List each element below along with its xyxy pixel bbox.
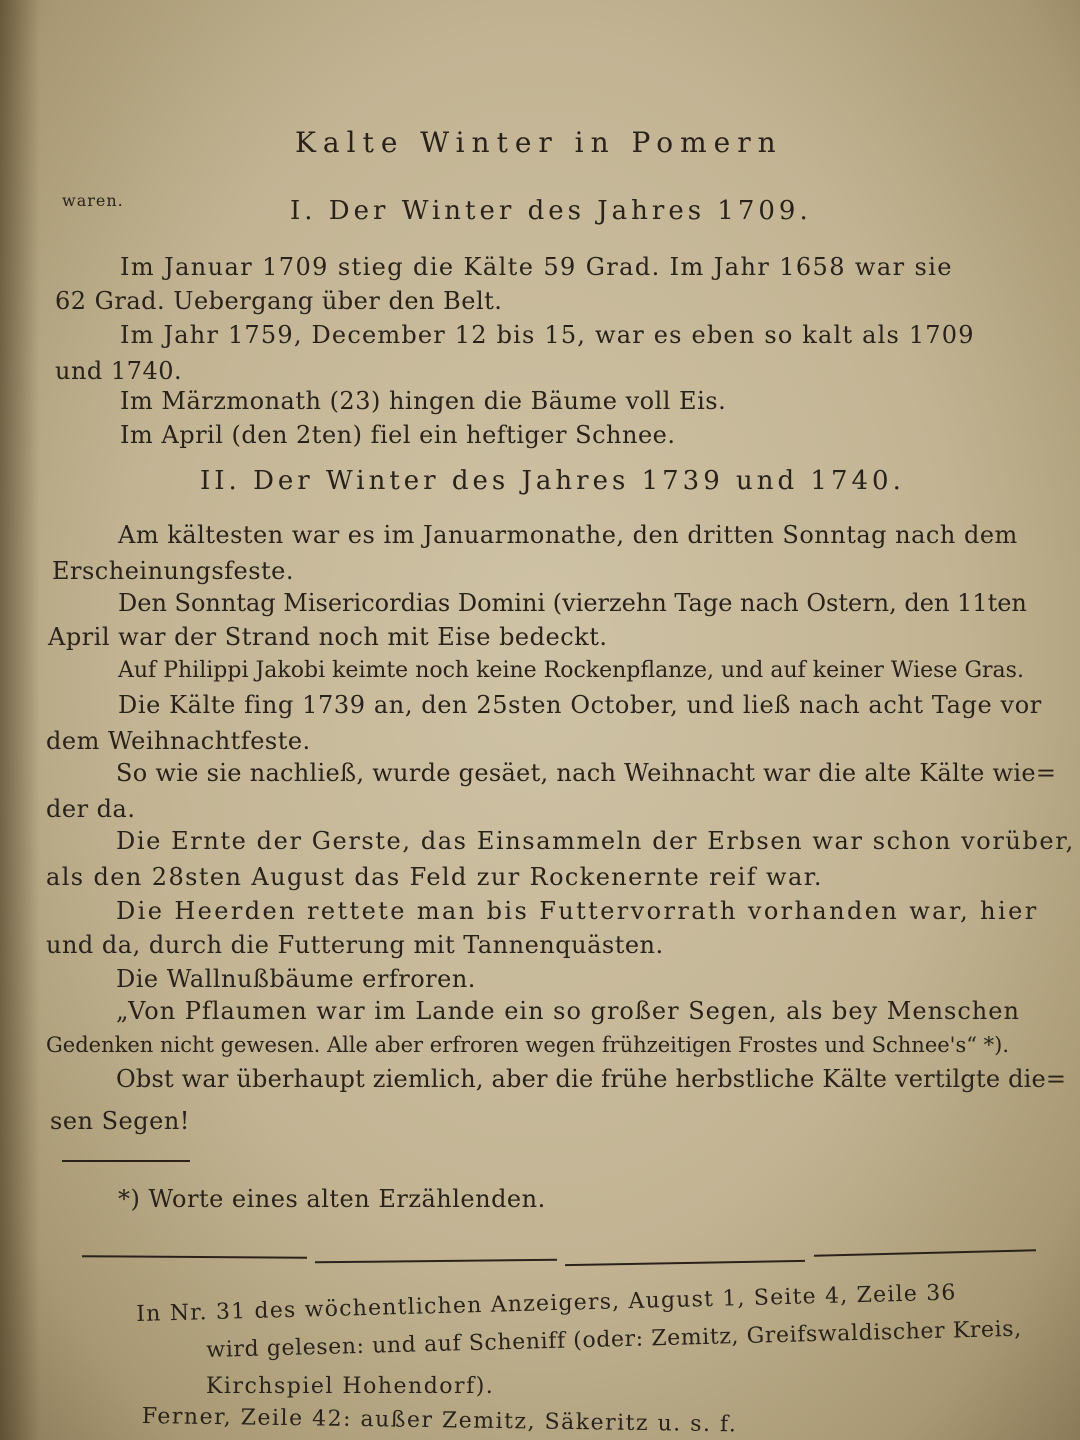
section-2-heading: II. Der Winter des Jahres 1739 und 1740.	[200, 466, 905, 496]
section-2-line-12: Die Heerden rettete man bis Futtervorrath vorhanden war, hier	[116, 897, 1039, 925]
section-2-line-11: als den 28sten August das Feld zur Rockenernte reif war.	[46, 863, 823, 891]
section-2-line-2: Erscheinungsfeste.	[52, 557, 295, 585]
section-1-heading: I. Der Winter des Jahres 1709.	[290, 196, 812, 226]
separator-dash-3	[565, 1260, 805, 1266]
erratum-line-1: In Nr. 31 des wöchentlichen Anzeigers, August 1, Seite 4, Zeile 36	[136, 1280, 957, 1327]
section-2-line-14: Die Wallnußbäume erfroren.	[116, 965, 476, 993]
title-continuation: waren.	[62, 191, 124, 210]
page-title: Kalte Winter in Pomern	[295, 126, 783, 159]
erratum-line-3: Kirchspiel Hohendorf).	[206, 1374, 495, 1399]
separator-dash-1	[82, 1255, 307, 1259]
section-1-line-2: 62 Grad. Uebergang über den Belt.	[55, 287, 503, 315]
section-2-line-4: April war der Strand noch mit Eise bedeckt.	[48, 623, 608, 651]
section-2-line-17: Obst war überhaupt ziemlich, aber die frühe herbstliche Kälte vertilgte die=	[116, 1065, 1067, 1093]
section-2-line-15: „Von Pflaumen war im Lande ein so großer Segen, als bey Menschen	[116, 997, 1020, 1025]
section-2-line-9: der da.	[46, 795, 136, 823]
separator-dash-4	[814, 1249, 1036, 1256]
section-2-line-1: Am kältesten war es im Januarmonathe, den dritten Sonntag nach dem	[118, 521, 1018, 549]
section-2-line-18: sen Segen!	[50, 1107, 190, 1135]
footnote: *) Worte eines alten Erzählenden.	[118, 1185, 546, 1213]
footnote-rule	[62, 1160, 190, 1162]
section-2-line-10: Die Ernte der Gerste, das Einsammeln der Erbsen war schon vorüber,	[116, 827, 1075, 855]
separator-dash-2	[315, 1259, 557, 1264]
section-2-line-13: und da, durch die Futterung mit Tannenquästen.	[46, 931, 664, 959]
section-1-line-4: und 1740.	[55, 357, 183, 385]
page-edge-shadow	[0, 0, 40, 1440]
section-1-line-5: Im Märzmonath (23) hingen die Bäume voll Eis.	[120, 387, 727, 415]
section-2-line-5: Auf Philippi Jakobi keimte noch keine Rockenpflanze, und auf keiner Wiese Gras.	[118, 658, 1024, 683]
section-1-line-6: Im April (den 2ten) fiel ein heftiger Schnee.	[120, 421, 676, 449]
erratum-line-2: wird gelesen: und auf Scheniff (oder: Zemitz, Greifswaldischer Kreis,	[206, 1316, 1022, 1363]
section-2-line-7: dem Weihnachtfeste.	[46, 727, 311, 755]
section-2-line-6: Die Kälte fing 1739 an, den 25sten October, und ließ nach acht Tage vor	[118, 691, 1042, 719]
section-2-line-16: Gedenken nicht gewesen. Alle aber erfroren wegen frühzeitigen Frostes und Schnee's“ *).	[46, 1033, 1010, 1057]
section-2-line-3: Den Sonntag Misericordias Domini (vierzehn Tage nach Ostern, den 11ten	[118, 589, 1027, 617]
section-2-line-8: So wie sie nachließ, wurde gesäet, nach Weihnacht war die alte Kälte wie=	[116, 759, 1057, 787]
section-1-line-1: Im Januar 1709 stieg die Kälte 59 Grad. Im Jahr 1658 war sie	[120, 253, 953, 281]
erratum-line-4: Ferner, Zeile 42: außer Zemitz, Säkeritz u. s. f.	[141, 1403, 738, 1438]
section-1-line-3: Im Jahr 1759, December 12 bis 15, war es eben so kalt als 1709	[120, 321, 975, 349]
